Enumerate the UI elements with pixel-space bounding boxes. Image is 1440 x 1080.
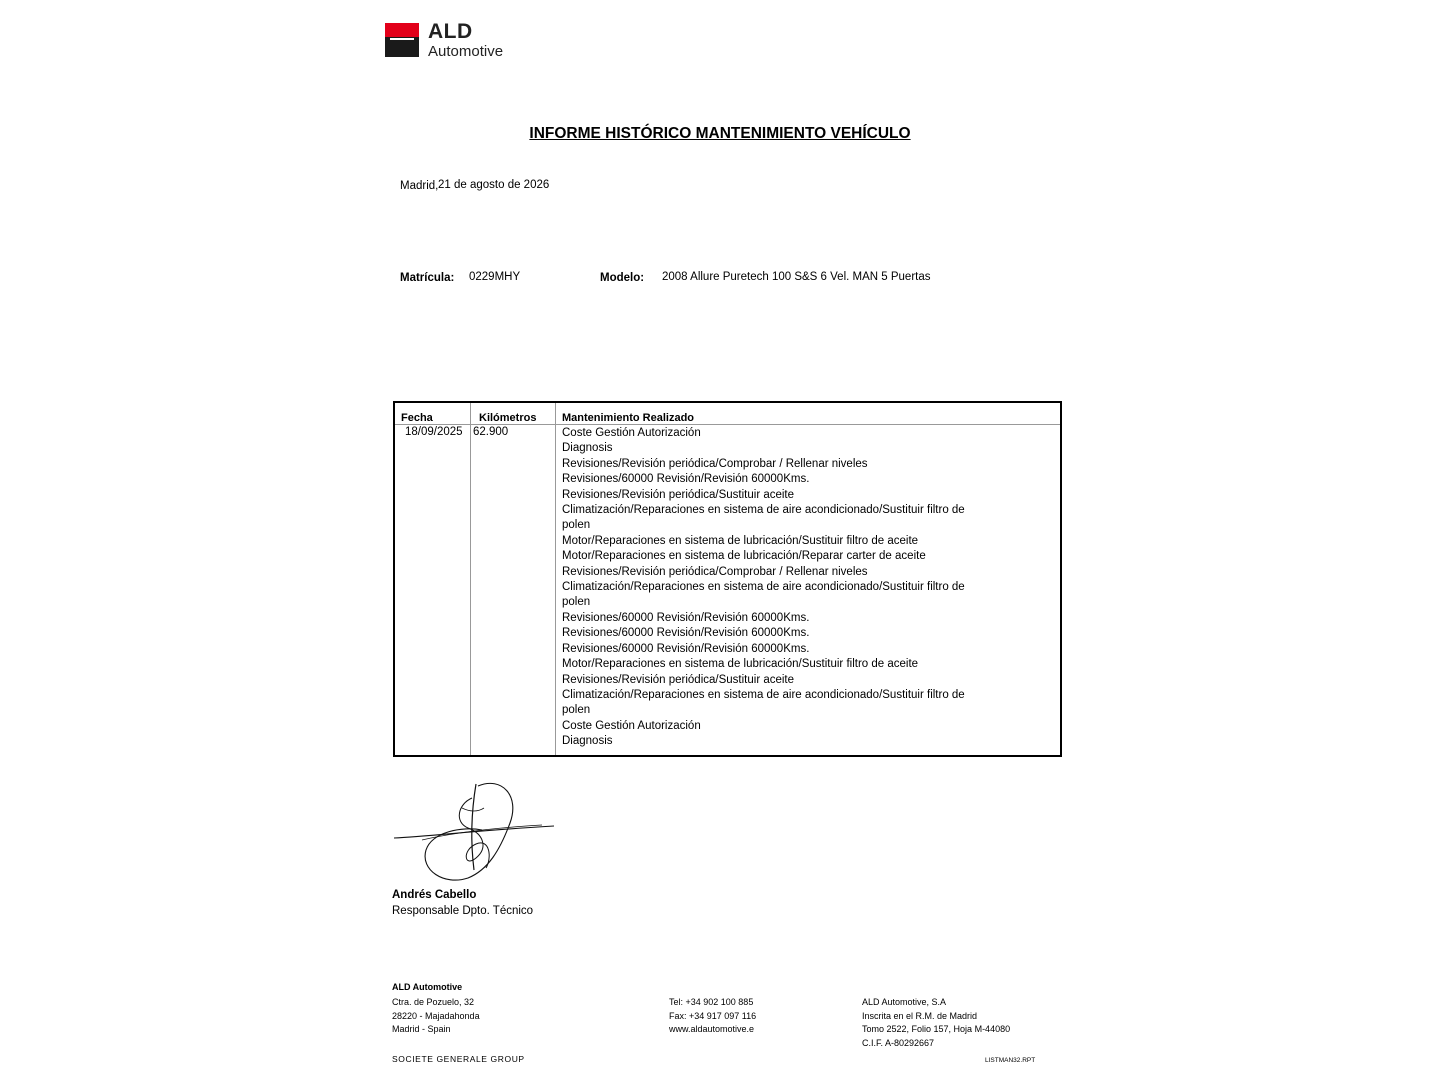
header-divider [395, 424, 1060, 425]
footer-contact [669, 996, 756, 1037]
footer-legal-line: C.I.F. A-80292667 [862, 1037, 935, 1048]
signer-role: Responsable Dpto. Técnico [392, 905, 534, 917]
list-item: polen [562, 596, 591, 609]
list-item: Revisiones/Revisión periódica/Comprobar / Rellenar niveles [562, 457, 868, 470]
row-date: 18/09/2025 [405, 426, 463, 438]
list-item: polen [562, 519, 591, 532]
list-item: Climatización/Reparaciones en sistema de aire acondicionado/Sustituir filtro de [562, 581, 965, 594]
list-item: Diagnosis [562, 735, 613, 748]
footer-legal-line: Tomo 2522, Folio 157, Hoja M-44080 [862, 1024, 1011, 1035]
signature-image [392, 778, 557, 884]
footer-address-line: 28220 - Majadahonda [392, 1010, 480, 1021]
list-item: Coste Gestión Autorización [562, 719, 701, 732]
logo-mark [385, 23, 419, 57]
footer-company: ALD Automotive [392, 982, 463, 992]
page-title: INFORME HISTÓRICO MANTENIMIENTO VEHÍCULO [529, 125, 911, 142]
list-item: Motor/Reparaciones en sistema de lubricación/Sustituir filtro de aceite [562, 658, 919, 671]
column-divider [555, 403, 556, 755]
logo-text-automotive: Automotive [428, 43, 504, 60]
footer-address-line: Ctra. de Pozuelo, 32 [392, 997, 475, 1007]
header-kilometros: Kilómetros [479, 412, 537, 424]
place-label: Madrid, [400, 180, 439, 192]
list-item: polen [562, 704, 591, 717]
column-divider [470, 403, 471, 755]
maintenance-table [393, 401, 1062, 757]
footer-address-line: Madrid - Spain [392, 1024, 451, 1035]
list-item: Revisiones/Revisión periódica/Sustituir aceite [562, 488, 795, 501]
list-item: Climatización/Reparaciones en sistema de aire acondicionado/Sustituir filtro de [562, 688, 965, 701]
list-item: Revisiones/60000 Revisión/Revisión 60000Kms. [562, 627, 810, 640]
list-item: Revisiones/60000 Revisión/Revisión 60000Kms. [562, 611, 810, 624]
report-code: LISTMAN32.RPT [985, 1057, 1036, 1064]
model-value: 2008 Allure Puretech 100 S&S 6 Vel. MAN 5 Puertas [662, 271, 931, 283]
footer-website: www.aldautomotive.e [669, 1024, 755, 1035]
footer-group: SOCIETE GENERALE GROUP [392, 1054, 525, 1064]
model-label: Modelo: [600, 272, 645, 284]
list-item: Revisiones/60000 Revisión/Revisión 60000Kms. [562, 473, 810, 486]
footer-address [392, 996, 480, 1037]
plate-value: 0229MHY [469, 271, 521, 283]
footer-phone: Tel: +34 902 100 885 [669, 997, 754, 1007]
list-item: Motor/Reparaciones en sistema de lubricación/Reparar carter de aceite [562, 550, 926, 563]
list-item: Coste Gestión Autorización [562, 427, 701, 439]
list-item: Revisiones/Revisión periódica/Sustituir aceite [562, 673, 795, 686]
list-item: Motor/Reparaciones en sistema de lubricación/Sustituir filtro de aceite [562, 534, 919, 547]
footer-legal-line: Inscrita en el R.M. de Madrid [862, 1010, 978, 1021]
logo-text-ald: ALD [428, 20, 473, 43]
list-item: Revisiones/Revisión periódica/Comprobar / Rellenar niveles [562, 565, 868, 578]
report-date: 21 de agosto de 2026 [438, 179, 550, 191]
plate-label: Matrícula: [400, 272, 455, 284]
header-fecha: Fecha [401, 412, 433, 424]
footer-legal-line: ALD Automotive, S.A [862, 997, 947, 1007]
list-item: Diagnosis [562, 442, 613, 455]
footer-legal [862, 996, 1010, 1050]
signer-name: Andrés Cabello [392, 889, 477, 901]
maintenance-list [562, 426, 965, 750]
header-mantenimiento: Mantenimiento Realizado [562, 412, 695, 424]
list-item: Revisiones/60000 Revisión/Revisión 60000Kms. [562, 642, 810, 655]
footer-fax: Fax: +34 917 097 116 [669, 1010, 757, 1021]
row-km: 62.900 [473, 426, 509, 438]
list-item: Climatización/Reparaciones en sistema de aire acondicionado/Sustituir filtro de [562, 504, 965, 517]
